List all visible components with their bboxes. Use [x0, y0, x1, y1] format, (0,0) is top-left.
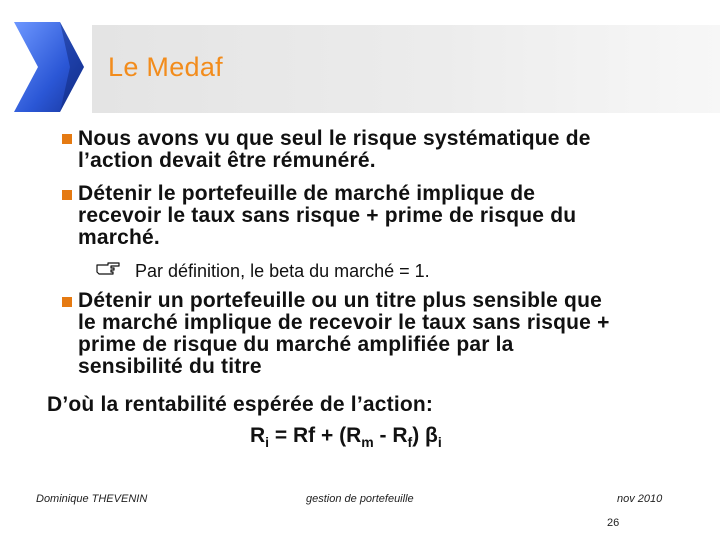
conclusion-text: D’où la rentabilité espérée de l’action:: [47, 393, 434, 416]
bullet-3: [78, 290, 610, 378]
pointing-hand-icon: [95, 260, 121, 276]
formula-sub-m: m: [361, 434, 374, 450]
square-bullet-icon: [62, 190, 72, 200]
footer-author: Dominique THEVENIN: [36, 493, 148, 505]
bullet-3-line-1: Détenir un portefeuille ou un titre plus sensible que: [78, 289, 602, 312]
square-bullet-icon: [62, 297, 72, 307]
bullet-1-line-2: l’action devait être rémunéré.: [78, 149, 376, 172]
formula-close: ) β: [412, 424, 438, 447]
capm-formula: [250, 424, 442, 450]
bullet-2-line-3: marché.: [78, 226, 160, 249]
blue-chevron-arrow-icon: [8, 18, 88, 116]
formula-minus: - R: [373, 424, 408, 447]
bullet-3-line-3: prime de risque du marché amplifiée par la: [78, 333, 514, 356]
bullet-1-line-1: Nous avons vu que seul le risque systématique de: [78, 127, 591, 150]
bullet-3-line-2: le marché implique de recevoir le taux sans risque +: [78, 311, 610, 334]
square-bullet-icon: [62, 134, 72, 144]
footer-date: nov 2010: [617, 493, 663, 505]
formula-sub-i2: i: [437, 434, 442, 450]
bullet-1: [78, 128, 591, 172]
page-number: 26: [607, 517, 620, 529]
formula-sub-f: f: [407, 434, 413, 450]
sub-point: Par définition, le beta du marché = 1.: [135, 261, 430, 281]
bullet-3-line-4: sensibilité du titre: [78, 355, 262, 378]
footer-course: gestion de portefeuille: [306, 493, 414, 505]
bullet-2-line-1: Détenir le portefeuille de marché implique de: [78, 182, 536, 205]
bullet-2-line-2: recevoir le taux sans risque + prime de risque du: [78, 204, 577, 227]
slide-title: Le Medaf: [108, 52, 223, 82]
formula-r: R: [250, 424, 266, 447]
bullet-2: [78, 183, 576, 249]
formula-eq: = Rf + (R: [269, 424, 362, 447]
formula-sub-i: i: [265, 434, 270, 450]
